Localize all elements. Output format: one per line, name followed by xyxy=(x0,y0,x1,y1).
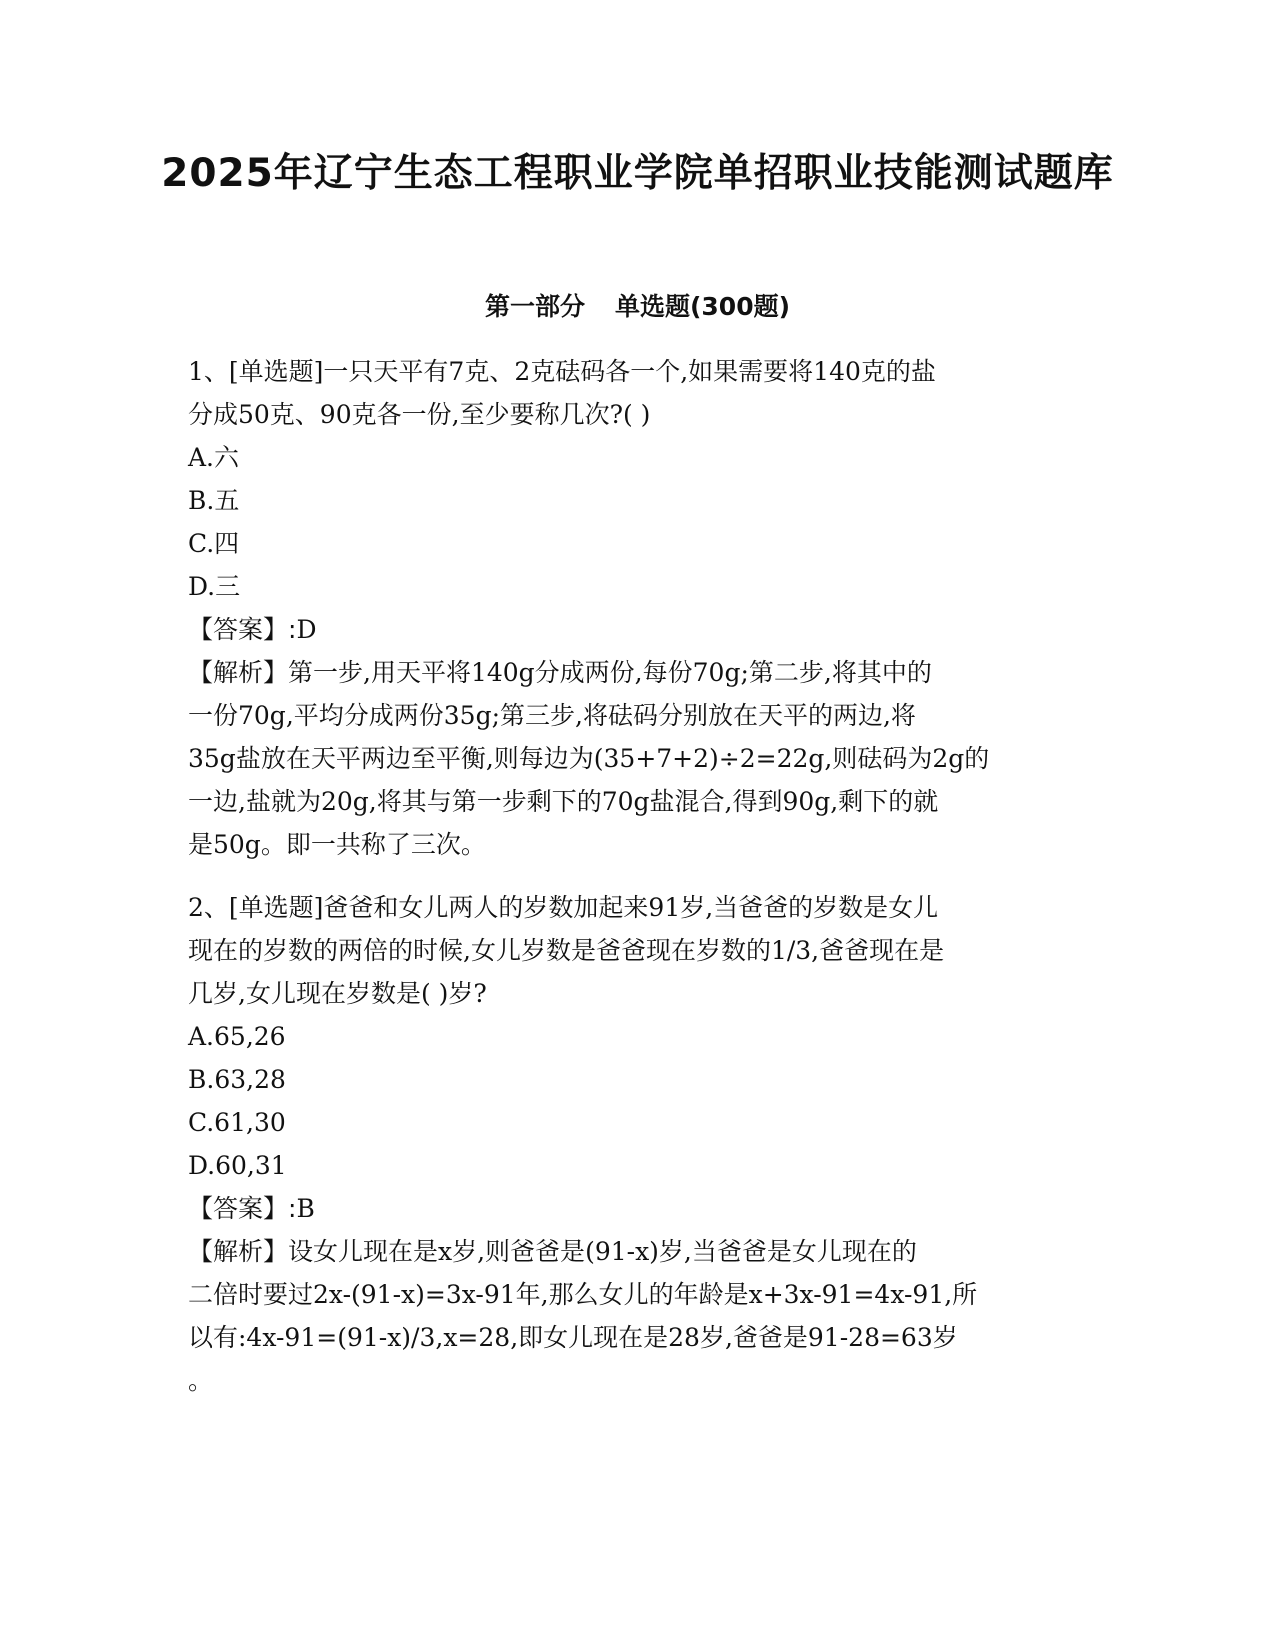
explanation xyxy=(188,651,1088,866)
option-d: D.三 xyxy=(188,572,241,601)
option-d: D.60,31 xyxy=(188,1151,287,1180)
document-title: 2025年辽宁生态工程职业学院单招职业技能测试题库 xyxy=(161,151,1114,196)
stem-line: 分成50克、90克各一份,至少要称几次?( ) xyxy=(188,400,651,429)
option-c: C.61,30 xyxy=(188,1108,286,1137)
explanation-line xyxy=(188,651,1088,694)
answer-value: D xyxy=(296,615,317,644)
explanation-line: 二倍时要过2x-(91-x)=3x-91年,那么女儿的年龄是x+3x-91=4x-91,所 xyxy=(188,1280,978,1309)
explanation-text: 设女儿现在是x岁,则爸爸是(91-x)岁,当爸爸是女儿现在的 xyxy=(288,1237,917,1266)
option-b: B.五 xyxy=(188,486,240,515)
stem-line: 1、[单选题]一只天平有7克、2克砝码各一个,如果需要将140克的盐 xyxy=(188,357,936,386)
option-a: A.六 xyxy=(188,443,240,472)
explanation-line: 35g盐放在天平两边至平衡,则每边为(35+7+2)÷2=22g,则砝码为2g的 xyxy=(188,744,990,773)
answer-value: B xyxy=(296,1194,315,1223)
explanation-line: 一边,盐就为20g,将其与第一步剩下的70g盐混合,得到90g,剩下的就 xyxy=(188,787,939,816)
question-2 xyxy=(188,886,1088,1402)
stem-line: 2、[单选题]爸爸和女儿两人的岁数加起来91岁,当爸爸的岁数是女儿 xyxy=(188,893,939,922)
section-name: 单选题(300题) xyxy=(614,292,791,321)
explanation xyxy=(188,1230,1088,1402)
option-b: B.63,28 xyxy=(188,1065,286,1094)
explanation-label: 【解析】 xyxy=(188,1237,289,1266)
explanation-line: 以有:4x-91=(91-x)/3,x=28,即女儿现在是28岁,爸爸是91-28=63岁 xyxy=(188,1323,958,1352)
explanation-line xyxy=(188,1230,1088,1273)
explanation-line: 一份70g,平均分成两份35g;第三步,将砝码分别放在天平的两边,将 xyxy=(188,701,916,730)
stem-line: 几岁,女儿现在岁数是( )岁? xyxy=(188,979,487,1008)
stem-line: 现在的岁数的两倍的时候,女儿岁数是爸爸现在岁数的1/3,爸爸现在是 xyxy=(188,936,945,965)
question-stem xyxy=(188,886,1088,1015)
answer-label: 【答案】: xyxy=(188,1194,297,1223)
explanation-line: 。 xyxy=(188,1366,214,1395)
section-heading xyxy=(0,289,1275,325)
option-a: A.65,26 xyxy=(188,1022,286,1051)
explanation-label: 【解析】 xyxy=(188,658,289,687)
question-stem xyxy=(188,350,1088,436)
explanation-line: 是50g。即一共称了三次。 xyxy=(188,830,486,859)
question-list xyxy=(188,350,1088,1402)
answer-label: 【答案】: xyxy=(188,615,297,644)
explanation-text: 第一步,用天平将140g分成两份,每份70g;第二步,将其中的 xyxy=(288,658,932,687)
answer-line xyxy=(188,1187,1088,1230)
question-1 xyxy=(188,350,1088,866)
answer-line xyxy=(188,608,1088,651)
option-c: C.四 xyxy=(188,529,240,558)
section-part: 第一部分 xyxy=(484,292,585,321)
